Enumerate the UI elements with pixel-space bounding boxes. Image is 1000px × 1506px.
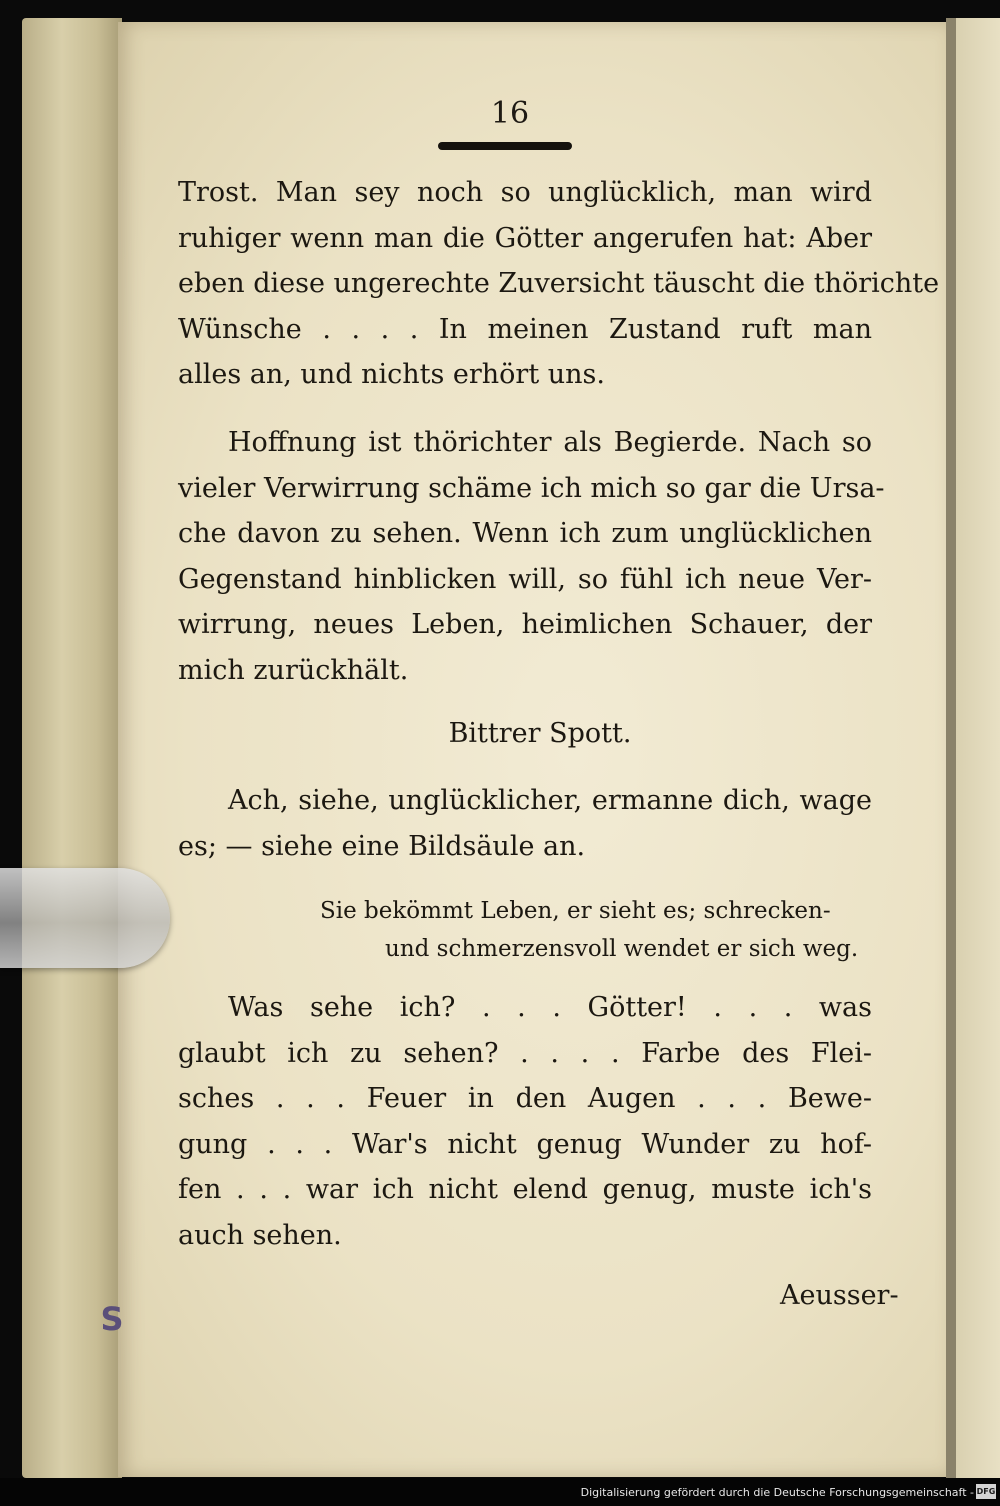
text-line: ruhiger wenn man die Götter angerufen hat: Aber — [178, 222, 872, 254]
page-number: 16 — [490, 96, 530, 131]
facing-page-edge — [956, 18, 1000, 1478]
library-stamp: S — [100, 1300, 124, 1338]
text-line: fen . . . war ich nicht elend genug, muste ich's — [178, 1174, 872, 1205]
book-edge — [22, 18, 122, 1478]
text-line: vieler Verwirrung schäme ich mich so gar die Ursa- — [178, 472, 885, 504]
paragraph-5 — [178, 985, 872, 1258]
text-line: gung . . . War's nicht genug Wunder zu hof- — [178, 1128, 872, 1160]
section-heading: Bittrer Spott. — [448, 718, 632, 749]
text-line: es; — siehe eine Bildsäule an. — [178, 830, 586, 862]
text-line: Wünsche . . . . In meinen Zustand ruft man — [178, 313, 872, 345]
text-line: Trost. Man sey noch so unglücklich, man wird — [178, 177, 872, 208]
text-line: alles an, und nichts erhört uns. — [178, 359, 605, 390]
paragraph-3 — [178, 778, 872, 869]
text-line: Gegenstand hinblicken will, so fühl ich neue Ver- — [178, 563, 872, 595]
text-line: mich zurückhält. — [178, 654, 409, 686]
text-line: sches . . . Feuer in den Augen . . . Bewe- — [178, 1083, 872, 1114]
footer-credit: Digitalisierung gefördert durch die Deutsche Forschungsgemeinschaft - — [580, 1486, 974, 1499]
catchword: Aeusser- — [780, 1280, 899, 1311]
text-line: auch sehen. — [178, 1219, 342, 1251]
text-line: eben diese ungerechte Zuversicht täuscht die thörichte — [178, 268, 940, 299]
glass-page-clip — [0, 868, 170, 968]
paragraph-1 — [178, 170, 940, 398]
paragraph-2 — [178, 420, 885, 693]
text-line: che davon zu sehen. Wenn ich zum unglücklichen — [178, 518, 872, 549]
text-line: Was sehe ich? . . . Götter! . . . was — [228, 992, 872, 1023]
header-rule — [438, 142, 572, 150]
text-line: Ach, siehe, unglücklicher, ermanne dich, wage — [228, 785, 872, 816]
gutter-shadow — [946, 18, 956, 1478]
text-line: wirrung, neues Leben, heimlichen Schauer, der — [178, 609, 872, 640]
dfg-logo-icon: DFG — [976, 1484, 996, 1499]
stage-direction-line: Sie bekömmt Leben, er sieht es; schrecken- — [320, 898, 831, 924]
text-line: glaubt ich zu sehen? . . . . Farbe des Flei- — [178, 1037, 872, 1069]
stage-direction-line: und schmerzensvoll wendet er sich weg. — [385, 936, 859, 962]
text-line: Hoffnung ist thörichter als Begierde. Nach so — [228, 427, 872, 458]
stage-direction — [300, 892, 874, 968]
